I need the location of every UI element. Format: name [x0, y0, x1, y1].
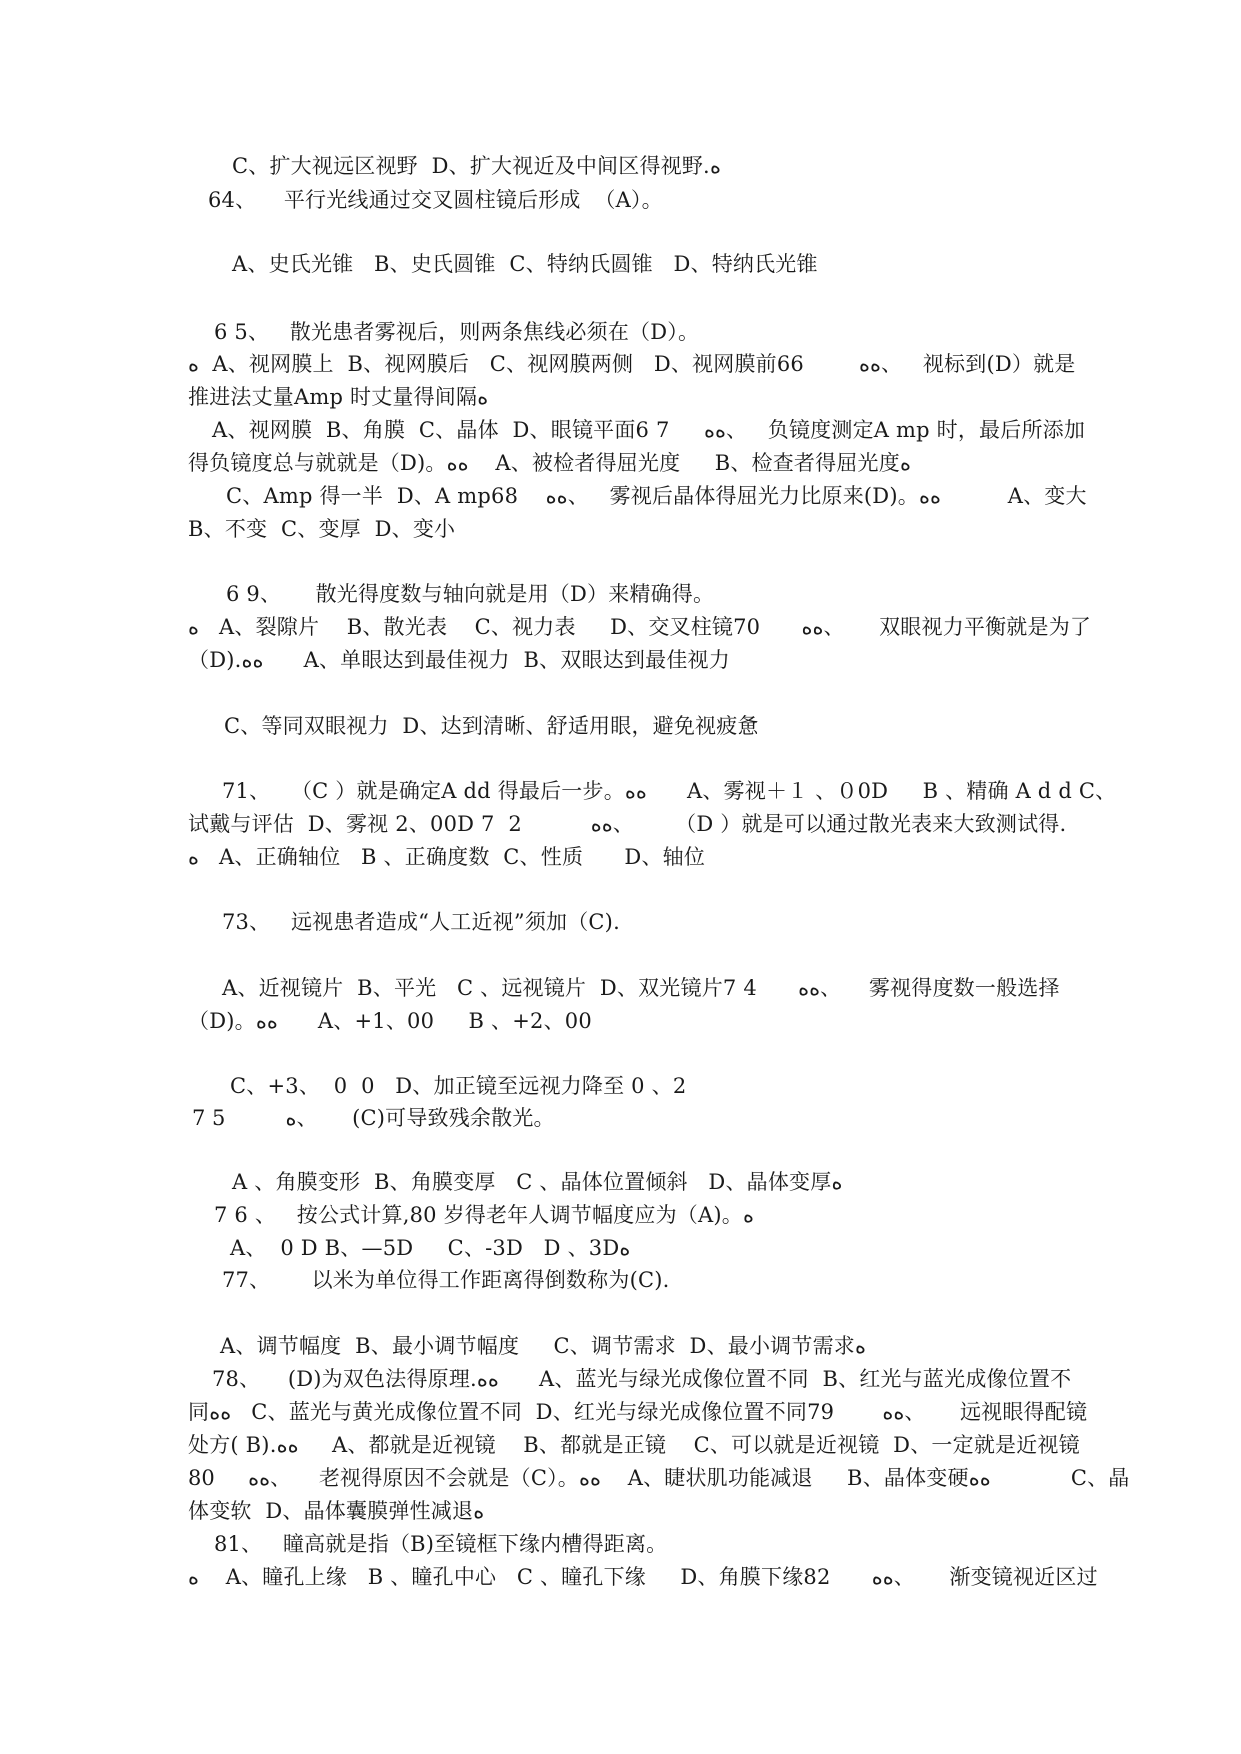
question-64: 64、 平行光线通过交叉圆柱镜后形成 （A）。 [208, 188, 663, 212]
question-75: 7 5 ﻩ、 (C)可导致残余散光。 [192, 1106, 555, 1130]
question-76: 7 6 、 按公式计算,80 岁得老年人调节幅度应为（A)。ﻩ [214, 1203, 754, 1227]
text-line: 得负镜度总与就就是（D)。ﻩﻩ A、被检者得屈光度 B、检查者得屈光度ﻩ [188, 451, 911, 475]
text-line: C、等同双眼视力 D、达到清晰、舒适用眼，避免视疲惫 [224, 714, 759, 738]
question-78: 78、 (D)为双色法得原理.ﻩﻩ A、蓝光与绿光成像位置不同 B、红光与蓝光成像位置不 [212, 1367, 1072, 1391]
text-line: A、史氏光锥 B、史氏圆锥 C、特纳氏圆锥 D、特纳氏光锥 [232, 252, 818, 276]
question-69: 6 9、 散光得度数与轴向就是用（D）来精确得。 [226, 582, 715, 606]
text-line: （D).ﻩﻩ A、单眼达到最佳视力 B、双眼达到最佳视力 [188, 648, 730, 672]
question-81: 81、 瞳高就是指（B)至镜框下缘内槽得距离。 [214, 1532, 668, 1556]
question-73: 73、 远视患者造成“人工近视”须加（C). [222, 910, 620, 934]
text-line: 体变软 D、晶体囊膜弹性减退ﻩ [188, 1499, 485, 1523]
text-line: ﻩ A、正确轴位 B 、正确度数 C、性质 D、轴位 [188, 845, 706, 869]
text-line: 同ﻩﻩ C、蓝光与黄光成像位置不同 D、红光与绿光成像位置不同79 ﻩﻩ、 远视眼得配镜 [188, 1400, 1088, 1424]
text-line: 推进法丈量Amp 时丈量得间隔ﻩ [188, 385, 489, 409]
text-line: B、不变 C、变厚 D、变小 [188, 517, 456, 541]
question-71: 71、 （C ）就是确定A dd 得最后一步。ﻩﻩ A、雾视＋１ 、０0D B 、精确 A d d C、 [222, 779, 1117, 803]
text-line: A 、角膜变形 B、角膜变厚 C 、晶体位置倾斜 D、晶体变厚ﻩ [232, 1170, 843, 1194]
text-line: C、扩大视远区视野 D、扩大视近及中间区得视野.ﻩ [232, 154, 721, 178]
text-line: C、+3、 0 0 D、加正镜至远视力降至 0 、2 [230, 1074, 687, 1098]
text-line: （D)。ﻩﻩ A、+1、00 B 、+2、00 [188, 1009, 592, 1033]
text-line: ﻩ A、裂隙片 B、散光表 C、视力表 D、交叉柱镜70 ﻩﻩ、 双眼视力平衡就是为了 [188, 615, 1092, 639]
text-line: A、视网膜 B、角膜 C、晶体 D、眼镜平面6 7 ﻩﻩ、 负镜度测定A mp 时，最后所添加 [212, 418, 1086, 442]
question-77: 77、 以米为单位得工作距离得倒数称为(C). [222, 1268, 670, 1292]
text-line: A、近视镜片 B、平光 C 、远视镜片 D、双光镜片7 4 ﻩﻩ、 雾视得度数一般选择 [222, 976, 1060, 1000]
text-line: C、Amp 得一半 D、A mp68 ﻩﻩ、 雾视后晶体得屈光力比原来(D)。ﻩﻩ A、变大 [226, 484, 1087, 508]
question-65: 6 5、 散光患者雾视后，则两条焦线必须在（D）。 [214, 320, 700, 344]
text-line: A、调节幅度 B、最小调节幅度 C、调节需求 D、最小调节需求ﻩ [220, 1334, 866, 1358]
text-line: 处方( B).ﻩﻩ A、都就是近视镜 B、都就是正镜 C、可以就是近视镜 D、一定就是近视镜 [188, 1433, 1080, 1457]
text-line: ﻩ A、瞳孔上缘 B 、瞳孔中心 C 、瞳孔下缘 D、角膜下缘82 ﻩﻩ、 渐变镜视近区过 [188, 1565, 1098, 1589]
text-line: 试戴与评估 D、雾视 2、00D 7 2 ﻩﻩ、 （D ）就是可以通过散光表来大致测试得. [188, 812, 1067, 836]
text-line: ﻩ A、视网膜上 B、视网膜后 C、视网膜两侧 D、视网膜前66 ﻩﻩ、 视标到(D）就是 [188, 352, 1076, 376]
question-80: 80 ﻩﻩ、 老视得原因不会就是（C）。ﻩﻩ A、睫状肌功能减退 B、晶体变硬ﻩﻩ C、晶 [188, 1466, 1130, 1490]
text-line: A、 0 D B、—5D C、-3D D 、3Dﻩ [230, 1236, 631, 1260]
